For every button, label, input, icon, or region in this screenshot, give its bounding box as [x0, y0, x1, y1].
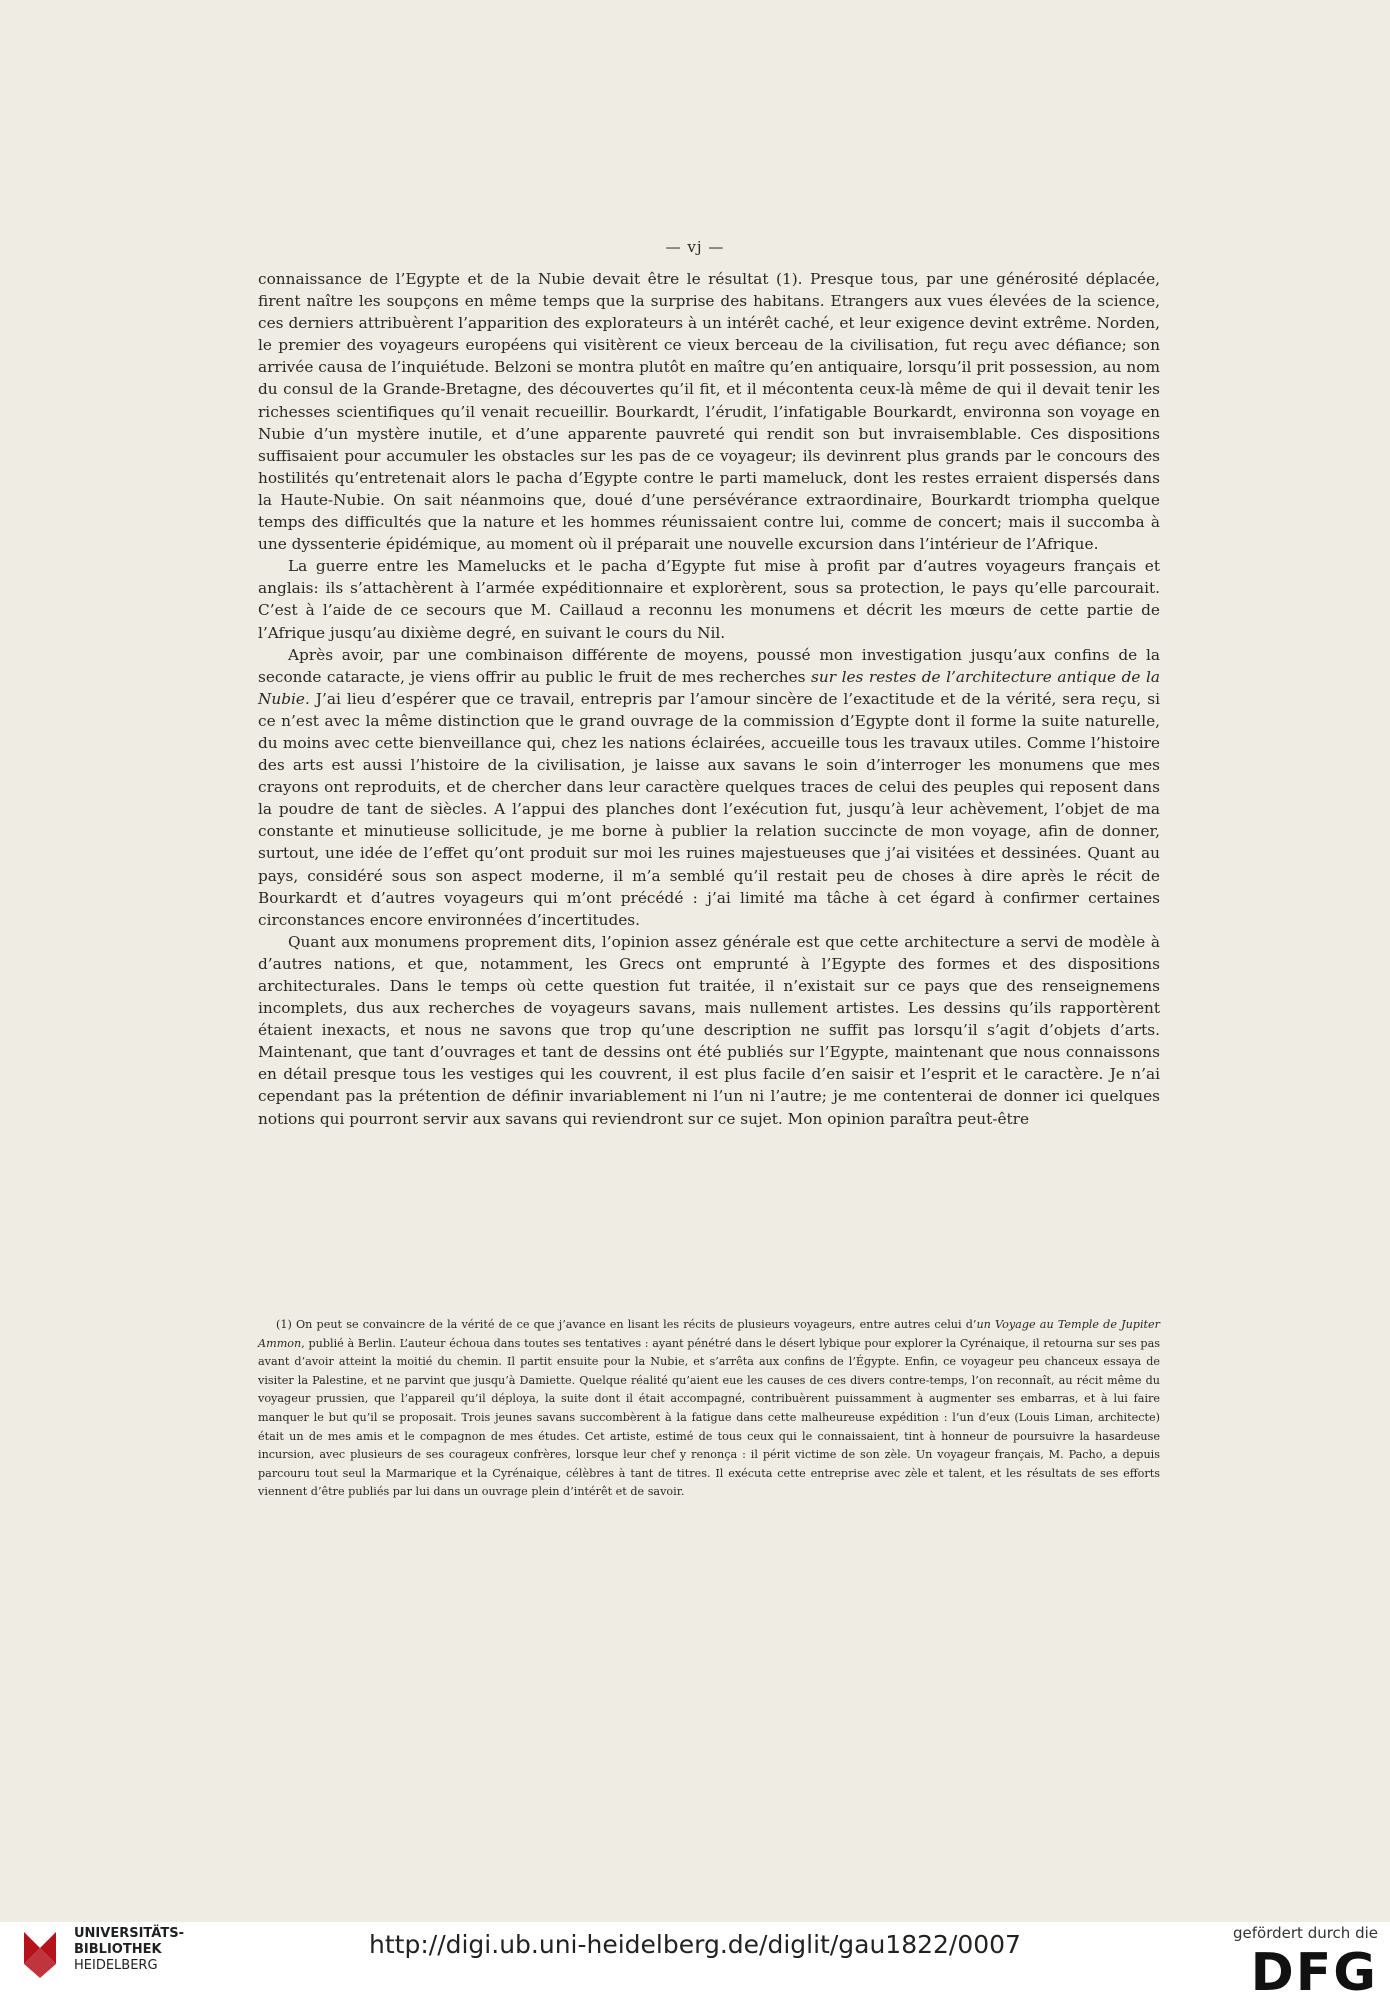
funding-label: gefördert durch die [1233, 1924, 1378, 1942]
paragraph-text: J’ai lieu d’espérer que ce travail, entrepris par l’amour sincère de l’exactitude et de la vérité, sera reçu, si ce n’est avec la même distinction que le grand ouvrage de la commission d’Egypte dont il forme la suite naturelle, du moins avec cette bienveillance qui, chez les nations éclairées, accueille tous les travaux utiles. Comme l’histoire des arts est aussi l’histoire de la civilisation, je laisse aux savans le soin d’interroger les monumens que mes crayons ont reproduits, et de chercher dans leur caractère quelques traces de celui des peuples qui reposent dans la poudre de tant de siècles. A l’appui des planches dont l’exécution fut, jusqu’à leur achèvement, l’objet de ma constante et minutieuse sollicitude, je me borne à publier la relation succincte de mon voyage, afin de donner, surtout, une idée de l’effet qu’ont produit sur moi les ruines majestueuses que j’ai visitées et dessinées. Quant au pays, considéré sous son aspect moderne, il m’a semblé qu’il restait peu de choses à dire après le récit de Bourkardt et d’autres voyageurs qui m’ont précédé : j’ai limité ma tâche à cet égard à confirmer certaines circonstances encore environnées d’incertitudes. [258, 689, 1160, 929]
footnote-text: , publié à Berlin. L’auteur échoua dans toutes ses tentatives : ayant pénétré dans le désert lybique pour explorer la Cyrénaique, il retourna sur ses pas avant d’avoir atteint la moitié du chemin. Il partit ensuite pour la Nubie, et s’arrêta aux confins de l’Égypte. Enfin, ce voyageur peu chanceux essaya de visiter la Palestine, et ne parvint que jusqu’à Damiette. Quelque réalité qu’aient eue les causes de ces divers contre-temps, l’on reconnaît, au récit même du voyageur prussien, que l’appareil qu’il déploya, la suite dont il était accompagné, contribuèrent puissamment à augmenter ses embarras, et à lui faire manquer le but qu’il se proposait. Trois jeunes savans succombèrent à la fatigue dans cette malheureuse expédition : l’un d’eux (Louis Liman, architecte) était un de mes amis et le compagnon de mes études. Cet artiste, estimé de tous ceux qui le connaissaient, tint à honneur de poursuivre la hasardeuse incursion, avec plusieurs de ses courageux confrères, lorsque leur chef y renonça : il périt victime de son zèle. Un voyageur français, M. Pacho, a depuis parcouru tout seul la Marmarique et la Cyrénaique, célèbres à tant de titres. Il exécuta cette entreprise avec zèle et talent, et les résultats de ses efforts viennent d’être publiés par lui dans un ouvrage plein d’intérêt et de savoir. [258, 1336, 1160, 1499]
dfg-logo: DFG [1250, 1943, 1378, 2003]
body-paragraph [258, 931, 1160, 1130]
footnote-paragraph [258, 1316, 1160, 1502]
page-number: — vj — [665, 238, 725, 256]
library-name-line-1: UNIVERSITÄTS- [74, 1926, 184, 1941]
library-name-line-2: BIBLIOTHEK [74, 1942, 162, 1957]
body-paragraph [258, 644, 1160, 931]
body-text [258, 268, 1160, 1130]
footnote-text: (1) On peut se convaincre de la vérité de ce que j’avance en lisant les récits de plusieurs voyageurs, entre autres celui d’ [276, 1318, 977, 1331]
paragraph-text: connaissance de l’Egypte et de la Nubie devait être le résultat (1). Presque tous, par une générosité déplacée, firent naître les soupçons en même temps que la surprise des habitans. Etrangers aux vues élevées de la science, ces derniers attribuèrent l’apparition des explorateurs à un intérêt caché, et leur exigence devint extrême. Norden, le premier des voyageurs européens qui visitèrent ce vieux berceau de la civilisation, fut reçu avec défiance; son arrivée causa de l’inquiétude. Belzoni se montra plutôt en maître qu’en antiquaire, lorsqu’il prit possession, au nom du consul de la Grande-Bretagne, des découvertes qu’il fit, et il mécontenta ceux-là même de qui il devait tenir les richesses scientifiques qu’il venait recueillir. Bourkardt, l’érudit, l’infatigable Bourkardt, environna son voyage en Nubie d’un mystère inutile, et d’une apparente pauvreté qui rendit son but invraisemblable. Ces dispositions suffisaient pour accumuler les obstacles sur les pas de ce voyageur; ils devinrent plus grands par le concours des hostilités qu’entretenait alors le pacha d’Egypte contre le parti mameluck, dont les restes erraient dispersés dans la Haute-Nubie. On sait néanmoins que, doué d’une persévérance extraordinaire, Bourkardt triompha quelque temps des difficultés que la nature et les hommes réunissaient contre lui, comme de concert; mais il succomba à une dyssenterie épidémique, au moment où il préparait une nouvelle excursion dans l’intérieur de l’Afrique. [258, 270, 1160, 554]
body-paragraph [258, 268, 1160, 555]
footnote-italic-text: un Voyage au Temple de Jupiter Ammon [258, 1318, 1161, 1350]
footnote [258, 1316, 1160, 1502]
paragraph-text: Quant aux monumens proprement dits, l’opinion assez générale est que cette architecture a servi de modèle à d’autres nations, et que, notamment, les Grecs ont emprunté à l’Egypte des formes et des dispositions architecturales. Dans le temps où cette question fut traitée, il n’existait sur ce pays que des renseignemens incomplets, dus aux recherches de voyageurs savans, mais nullement artistes. Les dessins qu’ils rapportèrent étaient inexacts, et nous ne savons que trop qu’une description ne suffit pas lorsqu’il s’agit d’objets d’arts. Maintenant, que tant d’ouvrages et tant de dessins ont été publiés sur l’Egypte, maintenant que nous connaissons en détail presque tous les vestiges qui les couvrent, il est plus facile d’en saisir et l’esprit et le caractère. Je n’ai cependant pas la prétention de définir invariablement ni l’un ni l’autre; je me contenterai de donner ici quelques notions qui pourront servir aux savans qui reviendront sur ce sujet. Mon opinion paraîtra peut-être [258, 932, 1160, 1128]
funder-credit [1198, 1924, 1378, 2002]
library-name-line-3: HEIDELBERG [74, 1958, 158, 1973]
body-paragraph [258, 555, 1160, 643]
paragraph-text: Après avoir, par une combinaison différente de moyens, poussé mon investigation jusqu’aux confins de la seconde cataracte, je viens offrir au public le fruit de mes recherches [258, 645, 1160, 686]
paragraph-text: La guerre entre les Mamelucks et le pacha d’Egypte fut mise à profit par d’autres voyageurs français et anglais: ils s’attachèrent à l’armée expéditionnaire et explorèrent, sous sa protection, le pays qu’elle parcourait. C’est à l’aide de ce secours que M. Caillaud a reconnu les monumens et décrit les mœurs de cette partie de l’Afrique jusqu’au dixième degré, en suivant le cours du Nil. [258, 557, 1160, 642]
italic-text: sur les restes de l’architecture antique de la Nubie. [258, 667, 1161, 708]
permalink-url[interactable]: http://digi.ub.uni-heidelberg.de/diglit/gau1822/0007 [369, 1930, 1021, 1959]
viewer-footer [0, 1922, 1390, 2012]
